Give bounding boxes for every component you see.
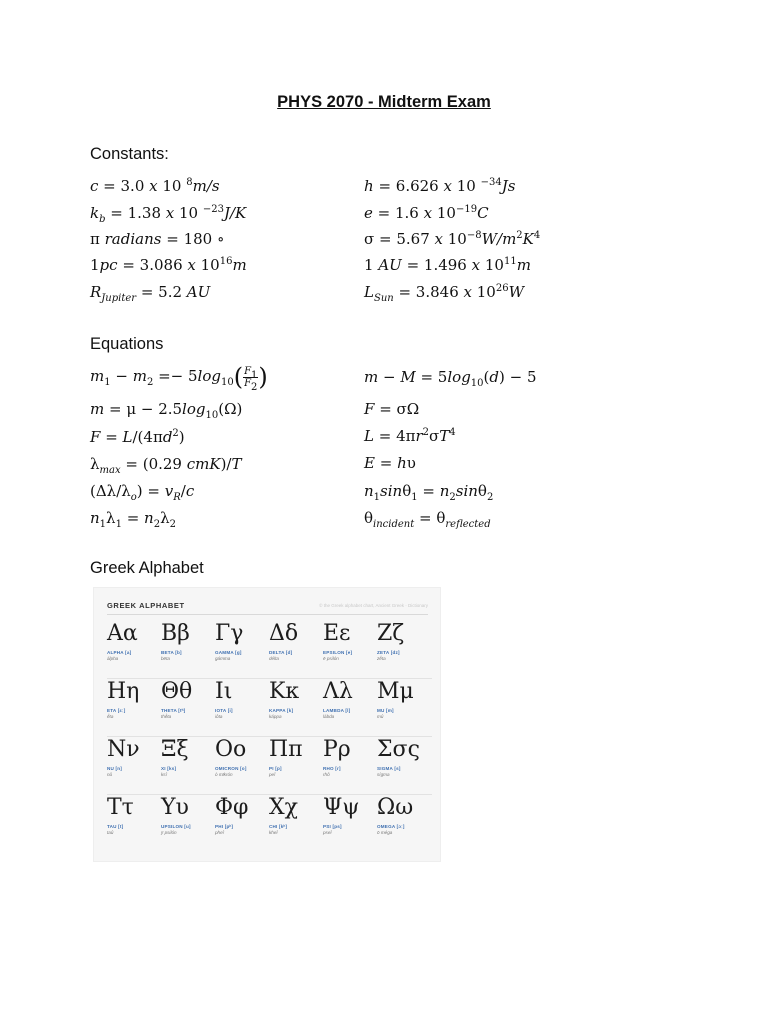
greek-letter-name: LAMBDA [l] — [323, 708, 351, 713]
greek-alphabet-chart — [93, 587, 441, 862]
greek-letter-glyph: Υυ — [161, 795, 189, 820]
equation-surface-brightness: $m = \mu - 2.5\log_{10}(\Omega)$ — [90, 400, 243, 421]
greek-letter-glyph: Ππ — [269, 737, 303, 762]
greek-letter-glyph: Δδ — [269, 621, 299, 646]
greek-letter-cell — [161, 736, 215, 777]
greek-letter-name: MU [m] — [377, 708, 394, 713]
greek-letter-cell — [107, 736, 161, 777]
greek-letter-glyph: Ψψ — [323, 795, 360, 820]
equation-flux: $F = L/(4\pi d^2)$ — [90, 428, 185, 446]
greek-letter-cell — [377, 678, 431, 719]
equation-doppler: $(\Delta\lambda/\lambda_o) = v_R/c$ — [90, 482, 195, 503]
greek-letter-name: IOTA [i] — [215, 708, 233, 713]
greek-letter-cell — [215, 794, 269, 835]
greek-letter-pronunciation: ē psilón — [323, 656, 339, 661]
greek-letter-cell — [161, 678, 215, 719]
greek-letter-pronunciation: gámma — [215, 656, 231, 661]
greek-letter-glyph: Ρρ — [323, 737, 351, 762]
greek-letter-glyph: Λλ — [323, 679, 353, 704]
greek-letter-pronunciation: bēta — [161, 656, 170, 661]
constant-electron-charge: e = 1.6 x $10^{-19}C$ — [364, 204, 489, 222]
greek-letter-cell — [269, 794, 323, 835]
greek-letter-pronunciation: thē̂ta — [161, 714, 172, 719]
greek-letter-glyph: Ττ — [107, 795, 134, 820]
greek-letter-name: THETA [tʰ] — [161, 708, 186, 713]
greek-letter-cell — [107, 620, 161, 661]
greek-letter-name: KAPPA [k] — [269, 708, 294, 713]
constant-solar-luminosity: $L_{Sun} = 3.846$ x $10^{26}W$ — [364, 283, 525, 304]
greek-letter-cell — [161, 620, 215, 661]
greek-letter-cell — [215, 620, 269, 661]
greek-letter-pronunciation: kheî — [269, 830, 278, 835]
constant-speed-of-light: c = 3.0 x 10 $^8$m/s — [90, 177, 220, 195]
greek-letter-name: PHI [pʰ] — [215, 824, 234, 829]
constant-stefan-boltzmann: σ = 5.67 x $10^{-8}W/m^2K^4$ — [364, 230, 541, 248]
page-title: PHYS 2070 - Midterm Exam — [277, 93, 491, 111]
constants-heading: Constants: — [90, 145, 169, 163]
greek-letter-cell — [107, 678, 161, 719]
greek-letter-glyph: Ξξ — [161, 737, 189, 762]
greek-letter-cell — [377, 620, 431, 661]
greek-letter-pronunciation: taû — [107, 830, 114, 835]
greek-letter-pronunciation: álpha — [107, 656, 119, 661]
greek-letter-name: BETA [b] — [161, 650, 182, 655]
greek-letter-glyph: Θθ — [161, 679, 193, 704]
greek-letter-glyph: Ββ — [161, 621, 190, 646]
equation-flux-sigma: F = σΩ — [364, 400, 420, 418]
greek-letter-glyph: Ωω — [377, 795, 414, 820]
greek-letter-cell — [323, 794, 377, 835]
greek-chart-credit: © the Greek alphabet chart, Ancient Greek · Dictionary — [319, 603, 428, 608]
greek-letter-glyph: Μμ — [377, 679, 414, 704]
greek-letter-cell — [161, 794, 215, 835]
greek-letter-glyph: Νν — [107, 737, 140, 762]
constant-planck: h = 6.626 x 10 $^{-34}$Js — [364, 177, 516, 195]
greek-letter-glyph: Αα — [107, 621, 138, 646]
greek-letter-pronunciation: káppa — [269, 714, 282, 719]
greek-letter-cell — [107, 794, 161, 835]
greek-letter-glyph: Ζζ — [377, 621, 405, 646]
greek-letter-cell — [377, 794, 431, 835]
equation-grating: $n_1\lambda_1 = n_2\lambda_2$ — [90, 509, 176, 530]
greek-letter-name: ALPHA [a] — [107, 650, 132, 655]
greek-letter-name: PI [p] — [269, 766, 282, 771]
greek-letter-glyph: Εε — [323, 621, 351, 646]
equation-photon-energy: E = hυ — [364, 454, 416, 472]
greek-letter-name: XI [ks] — [161, 766, 177, 771]
greek-letter-pronunciation: pseî — [323, 830, 332, 835]
greek-letter-pronunciation: sígma — [377, 772, 390, 777]
greek-letter-name: TAU [t] — [107, 824, 124, 829]
greek-letter-glyph: Ηη — [107, 679, 140, 704]
greek-letter-pronunciation: nû — [107, 772, 113, 777]
greek-letter-cell — [377, 736, 431, 777]
greek-letter-pronunciation: ȳ psilón — [161, 830, 177, 835]
greek-row — [107, 794, 432, 852]
greek-letter-cell — [269, 620, 323, 661]
greek-letter-name: PSI [ps] — [323, 824, 342, 829]
greek-row — [107, 736, 432, 795]
greek-chart-divider — [107, 614, 428, 615]
constant-pi-radians: π radians = 180 ∘ — [90, 230, 225, 248]
greek-letter-glyph: Σσς — [377, 737, 420, 762]
greek-letter-pronunciation: mû — [377, 714, 384, 719]
greek-letter-name: RHO [r] — [323, 766, 341, 771]
greek-letter-pronunciation: pheî — [215, 830, 224, 835]
greek-letter-glyph: Χχ — [269, 795, 298, 820]
greek-letter-name: ZETA [dz] — [377, 650, 400, 655]
equation-distance-modulus: $m - M = 5\log_{10}(d) - 5$ — [364, 368, 537, 389]
greek-letter-glyph: Γγ — [215, 621, 244, 646]
equation-snell: $n_1\sin\theta_1 = n_2\sin\theta_2$ — [364, 482, 494, 503]
greek-letter-glyph: Οο — [215, 737, 247, 762]
greek-letter-cell — [215, 678, 269, 719]
equation-reflection: $\theta_{incident} = \theta_{reflected}$ — [364, 509, 491, 530]
greek-letter-pronunciation: zē̂ta — [377, 656, 386, 661]
greek-letter-cell — [215, 736, 269, 777]
greek-letter-name: NU [n] — [107, 766, 122, 771]
greek-letter-glyph: Κκ — [269, 679, 300, 704]
greek-letter-name: OMEGA [ɔː] — [377, 824, 405, 829]
constant-parsec: 1pc = 3.086 x $10^{16}m$ — [90, 256, 247, 274]
greek-letter-pronunciation: iôta — [215, 714, 223, 719]
greek-letter-name: GAMMA [g] — [215, 650, 242, 655]
greek-letter-pronunciation: rhô — [323, 772, 330, 777]
greek-letter-glyph: Ιι — [215, 679, 233, 704]
greek-letter-name: OMICRON [o] — [215, 766, 247, 771]
greek-chart-header: GREEK ALPHABET — [107, 601, 185, 610]
greek-row — [107, 620, 432, 679]
greek-letter-pronunciation: lábda — [323, 714, 335, 719]
greek-letter-name: DELTA [d] — [269, 650, 293, 655]
greek-letter-pronunciation: ō méga — [377, 830, 393, 835]
greek-letter-cell — [269, 678, 323, 719]
constant-astronomical-unit: 1 AU = 1.496 x $10^{11}m$ — [364, 256, 531, 274]
constant-radius-jupiter: $R_{Jupiter} = 5.2$ AU — [90, 283, 211, 304]
greek-letter-name: EPSILON [e] — [323, 650, 353, 655]
greek-letter-pronunciation: délta — [269, 656, 279, 661]
greek-letter-pronunciation: peî — [269, 772, 276, 777]
greek-letter-cell — [323, 620, 377, 661]
constant-boltzmann: $k_b = 1.38$ x 10 $^{-23}$J/K — [90, 204, 247, 225]
greek-letter-name: CHI [kʰ] — [269, 824, 288, 829]
greek-letter-cell — [269, 736, 323, 777]
greek-letter-name: SIGMA [s] — [377, 766, 401, 771]
equation-wien: $\lambda_{max} = (0.29$ cmK)/T — [90, 455, 242, 476]
greek-letter-pronunciation: ksî — [161, 772, 167, 777]
greek-letter-name: ETA [ɛː] — [107, 708, 126, 713]
greek-letter-cell — [323, 736, 377, 777]
equation-luminosity: $L = 4\pi r^2\sigma T^4$ — [364, 427, 456, 445]
greek-letter-cell — [323, 678, 377, 719]
equation-magnitude-difference: $m_1 - m_2 =- 5\log_{10}$( $\frac{F_1}{F_2}$ ) — [90, 363, 268, 393]
greek-letter-pronunciation: ò mīkrón — [215, 772, 233, 777]
equations-heading: Equations — [90, 335, 164, 353]
greek-row — [107, 678, 432, 737]
greek-letter-glyph: Φφ — [215, 795, 249, 820]
greek-letter-pronunciation: ē̂ta — [107, 714, 114, 719]
greek-heading: Greek Alphabet — [90, 559, 204, 577]
greek-letter-name: UPSILON [u] — [161, 824, 191, 829]
